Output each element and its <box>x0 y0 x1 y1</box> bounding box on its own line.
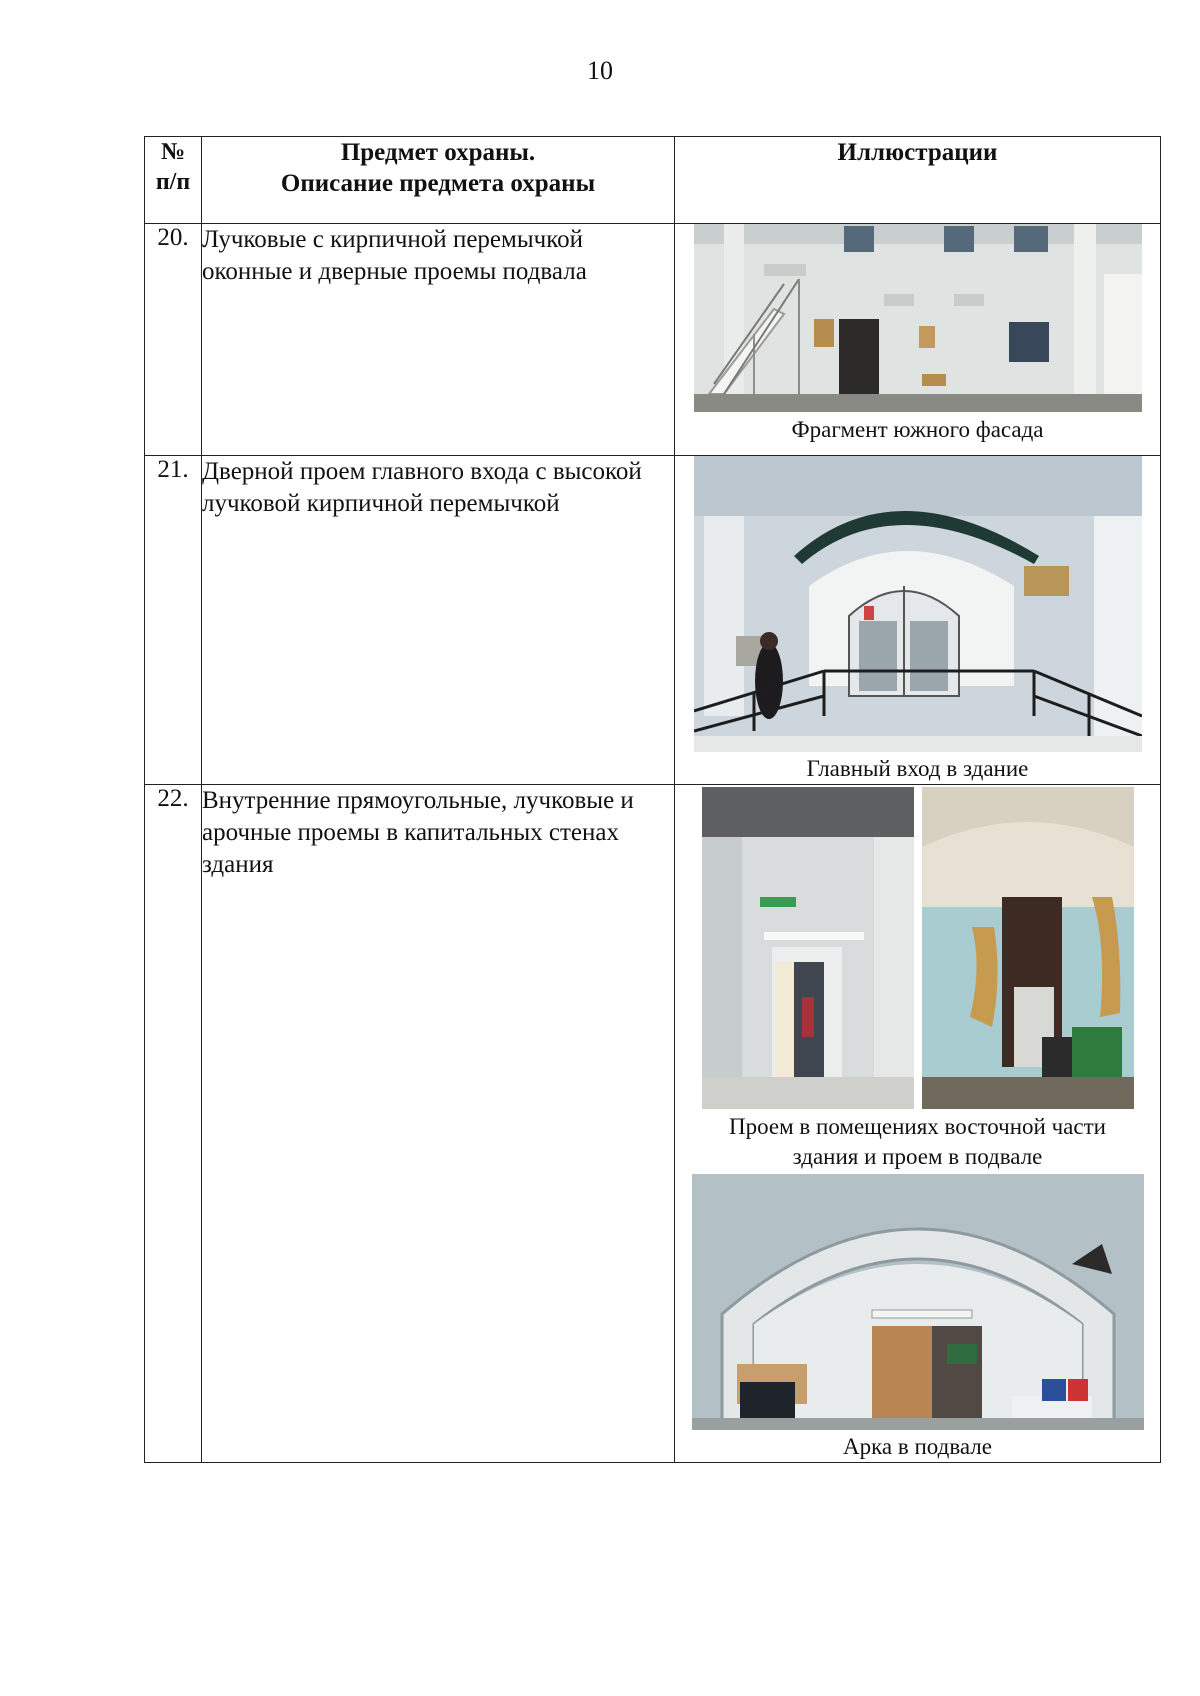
corridor-photo-icon <box>702 787 914 1109</box>
row-illustrations <box>675 785 1161 1463</box>
header-number-line1: № <box>160 139 186 165</box>
header-number-line2: п/п <box>155 169 191 195</box>
header-illustrations: Иллюстрации <box>675 137 1161 224</box>
heritage-table <box>144 136 1161 1463</box>
table-row <box>145 785 1161 1463</box>
header-subject-line2: Описание предмета охраны <box>280 170 596 197</box>
row-description: Внутренние прямоугольные, лучковые и арочные проемы в капитальных стенах здания <box>202 785 675 1463</box>
header-subject <box>202 137 675 224</box>
photo-caption: Фрагмент южного фасада <box>791 417 1044 442</box>
basement-door-photo-icon <box>922 787 1134 1109</box>
entrance-photo-icon <box>694 456 1142 752</box>
photo-caption: Арка в подвале <box>842 1434 992 1459</box>
row-illustrations <box>675 456 1161 785</box>
header-subject-line1: Предмет охраны. <box>340 139 536 166</box>
basement-arch-photo-icon <box>692 1174 1144 1430</box>
page-number: 10 <box>587 56 613 85</box>
header-number <box>145 137 202 224</box>
table-header-row <box>145 137 1161 224</box>
row-number: 21. <box>145 456 202 785</box>
table-row <box>145 224 1161 456</box>
row-number: 20. <box>145 224 202 456</box>
photo-caption: Главный вход в здание <box>806 756 1029 781</box>
facade-photo-icon <box>694 224 1142 412</box>
row-illustrations <box>675 224 1161 456</box>
row-description: Дверной проем главного входа с высокой лучковой кирпичной перемычкой <box>202 456 675 785</box>
row-description: Лучковые с кирпичной перемычкой оконные и дверные проемы подвала <box>202 224 675 456</box>
table-row <box>145 456 1161 785</box>
row-number: 22. <box>145 785 202 1463</box>
photo-caption: Проем в помещениях восточной части здания и проем в подвале <box>729 1114 1106 1169</box>
